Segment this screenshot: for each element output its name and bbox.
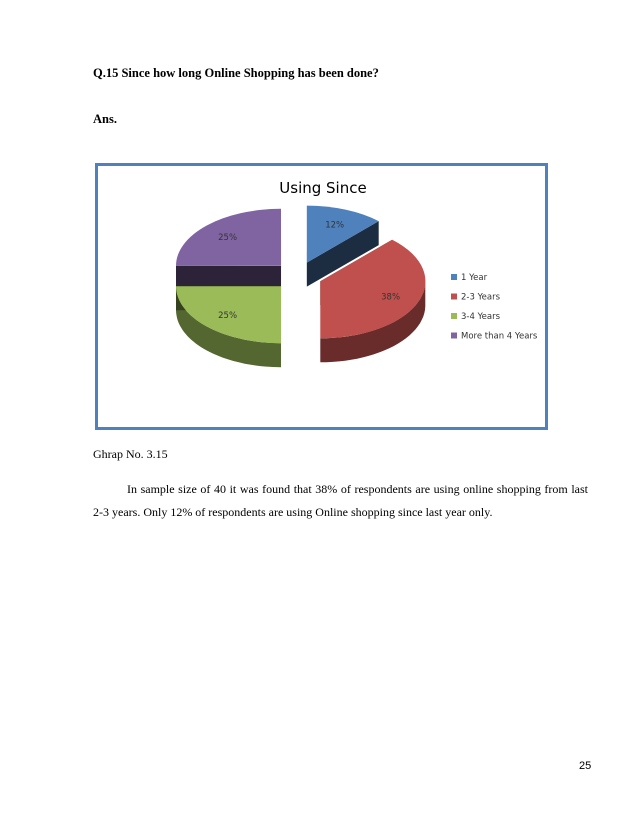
chart-title: Using Since (279, 179, 367, 197)
page-number: 25 (579, 760, 592, 772)
legend-swatch-2 (451, 313, 457, 319)
legend-swatch-1 (451, 294, 457, 300)
pie-data-label-0: 12% (325, 220, 345, 231)
legend-swatch-0 (451, 274, 457, 280)
legend-entry-3: More than 4 Years (461, 331, 538, 342)
legend-entry-0: 1 Year (461, 273, 488, 283)
pie-chart (98, 166, 545, 427)
body-paragraph: In sample size of 40 it was found that 38% of respondents are using online shopping from last 2-3 years. Only 12% of respondents are using Online shopping since last year only. (93, 482, 588, 519)
legend-entry-1: 2-3 Years (461, 292, 501, 303)
legend-entry-2: 3-4 Years (461, 312, 501, 322)
answer-label: Ans. (93, 112, 117, 126)
pie-data-label-1: 38% (381, 292, 401, 303)
question-heading: Q.15 Since how long Online Shopping has been done? (93, 66, 379, 80)
chart-frame (95, 163, 548, 430)
graph-caption: Ghrap No. 3.15 (93, 447, 168, 461)
pie-data-label-3: 25% (218, 232, 238, 243)
legend-swatch-3 (451, 333, 457, 339)
pie-data-label-2: 25% (218, 311, 238, 322)
